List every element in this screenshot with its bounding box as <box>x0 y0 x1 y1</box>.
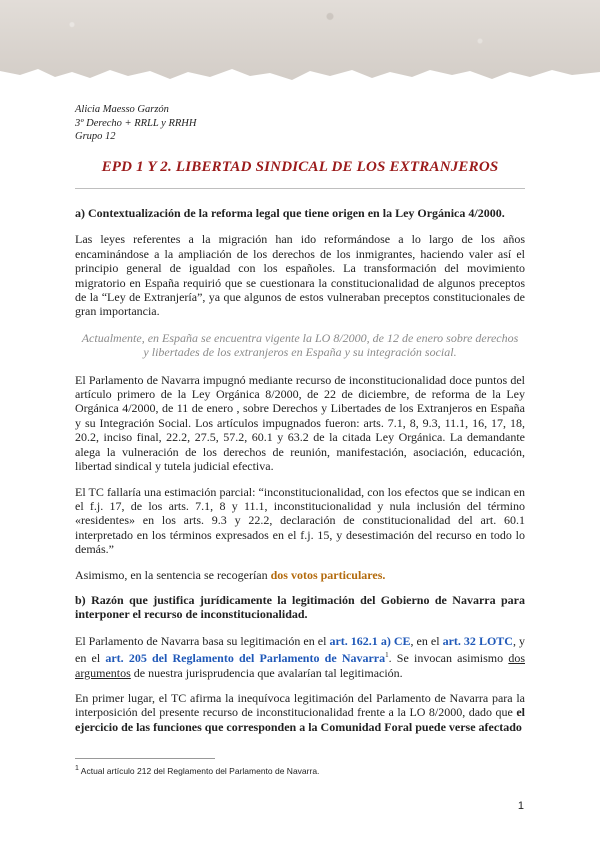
title-divider <box>75 188 525 189</box>
section-b-paragraph-1 <box>75 634 525 680</box>
section-a-paragraph-1: Las leyes referentes a la migración han ido reformándose a lo largo de los años encaminándose a la ampliación de los derechos de los inmigrantes, haciendo valer así el principio general de igualdad con los españoles. La transformación del movimiento migratorio en España requirió que se cuestionara la constitucionalidad de algunos preceptos de la “Ley de Extranjería”, ya que algunos de estos vulneraban preceptos constitucionales de gran importancia. <box>75 232 525 319</box>
paragraph-text: . Se invocan asimismo <box>388 651 509 666</box>
document-meta <box>75 103 196 144</box>
torn-edge-graphic <box>0 63 600 83</box>
link-art-205-reglamento[interactable]: art. 205 del Reglamento del Parlamento de Navarra <box>105 651 386 666</box>
document-title: EPD 1 Y 2. LIBERTAD SINDICAL DE LOS EXTRANJEROS <box>101 159 499 175</box>
course-name: 3º Derecho + RRLL y RRHH <box>75 117 197 129</box>
dos-argumentos-underlined: dos argumentos <box>75 651 525 680</box>
footnote-divider <box>75 758 215 759</box>
document-body <box>75 206 525 745</box>
footnote-text: Actual artículo 212 del Reglamento del Parlamento de Navarra. <box>78 765 320 776</box>
bold-phrase: el ejercicio de las funciones que corresponden a la Comunidad Foral puede verse afectado <box>75 705 525 734</box>
paragraph-text: de nuestra jurisprudencia que avalarían tal legitimación. <box>130 665 403 680</box>
section-a-paragraph-2: El Parlamento de Navarra impugnó mediante recurso de inconstitucionalidad doce puntos del artículo primero de la Ley Orgánica 8/2000, de 22 de diciembre, de reforma de la Ley Orgánica 4/2000, de 11 de enero , sobre Derechos y Libertades de los Extranjeros en España y su Integración Social. Los artículos impugnados fueron: arts. 7.1, 8, 9.3, 11.1, 16, 17, 18, 20.2, inciso final, 22.2, 27.5, 57.2, 60.1 y 63.2 de la citada Ley Orgánica. La demandante alega la vulneración de los derechos de reunión, manifestación, asociación, educación, libertad sindical y tutela judicial efectiva. <box>75 372 525 474</box>
paragraph-text: , en el <box>410 633 443 648</box>
paragraph-text: En primer lugar, el TC afirma la inequívoca legitimación del Parlamento de Navarra para la interposición del presente recurso de inconstitucionalidad frente a la LO 8/2000, dado que <box>75 690 525 720</box>
section-b-heading: b) Razón que justifica jurídicamente la legitimación del Gobierno de Navarra para interponer el recurso de inconstitucionalidad. <box>75 592 525 622</box>
link-art-162-ce[interactable]: art. 162.1 a) CE <box>329 633 411 648</box>
paragraph-text: El Parlamento de Navarra basa su legitimación en el <box>75 633 330 648</box>
section-a-quote: Actualmente, en España se encuentra vigente la LO 8/2000, de 12 de enero sobre derechos y libertades de los extranjeros en España y su integración social. <box>81 330 519 360</box>
section-b-paragraph-2 <box>75 691 525 734</box>
votos-particulares-highlight: dos votos particulares. <box>270 567 386 582</box>
footnote <box>75 765 319 776</box>
section-a-paragraph-4 <box>75 568 525 582</box>
author-name: Alicia Maesso Garzón <box>75 104 169 115</box>
footnote-number: 1 <box>75 765 79 772</box>
link-art-32-lotc[interactable]: art. 32 LOTC <box>442 633 513 648</box>
group-name: Grupo 12 <box>75 131 116 142</box>
page-number: 1 <box>517 800 524 812</box>
section-a-paragraph-3: El TC fallaría una estimación parcial: “inconstitucionalidad, con los efectos que se indican en el f.j. 17, de los arts. 7.1, 8 y 11.1, inconstitucionalidad y nula inclusión del término «residentes» en los arts. 9.3 y 22.2, declaración de constitucionalidad del art. 60.1 interpretado en los términos expresados en el f.j. 15, y desestimación del recurso en todo lo demás.” <box>75 484 525 557</box>
paragraph-text: , y en el <box>75 633 525 666</box>
section-a-heading: a) Contextualización de la reforma legal que tiene origen en la Ley Orgánica 4/2000. <box>75 206 505 220</box>
torn-paper-header <box>0 0 600 82</box>
footnote-ref[interactable]: 1 <box>385 651 389 660</box>
paragraph-text: Asimismo, en la sentencia se recogerían <box>75 567 271 582</box>
